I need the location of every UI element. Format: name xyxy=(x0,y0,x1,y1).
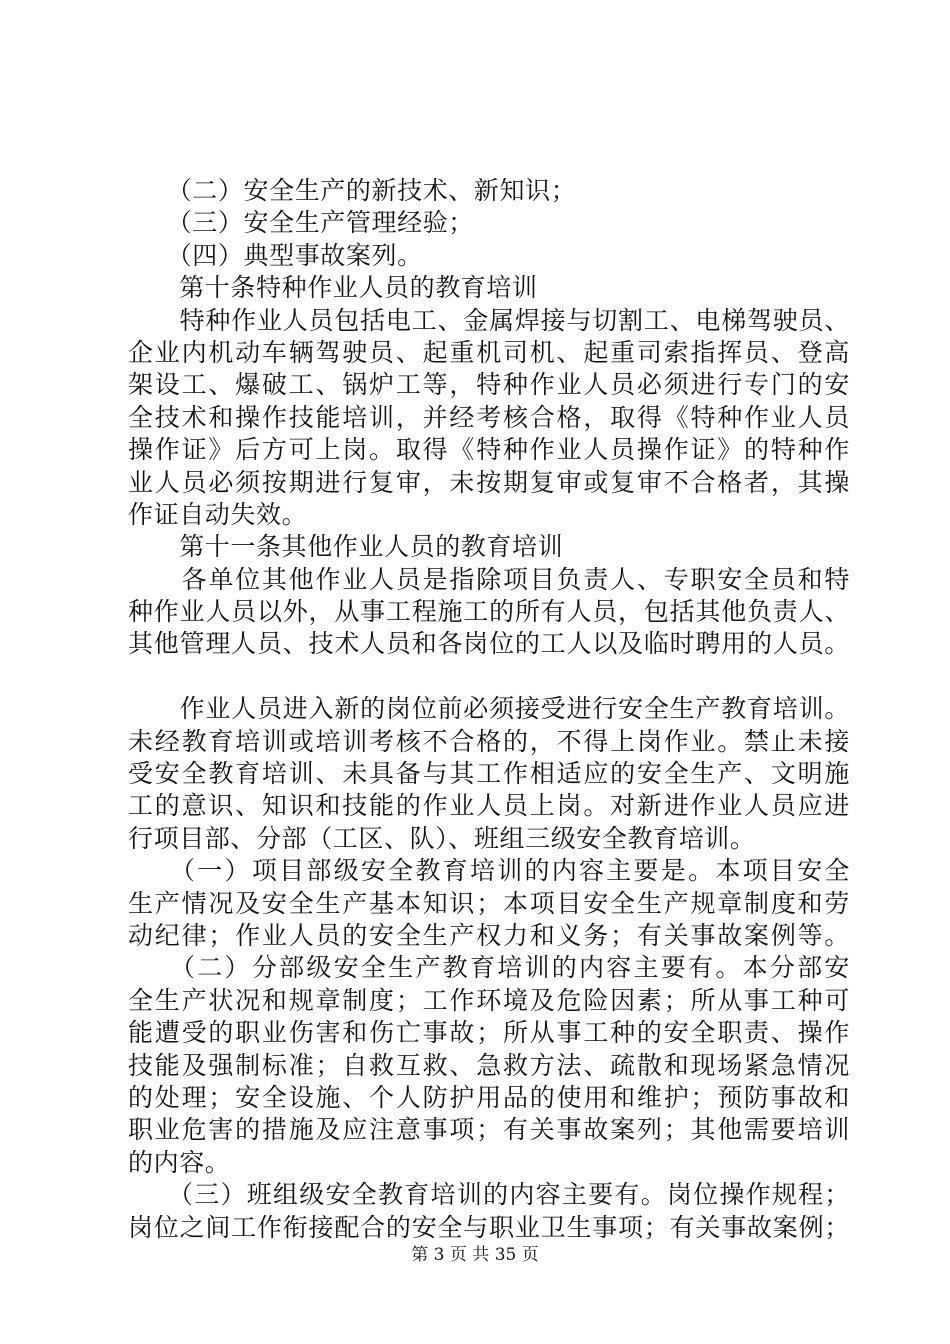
body-line: 全技术和操作技能培训，并经考核合格，取得《特种作业人员 xyxy=(128,402,850,432)
body-line: 未经教育培训或培训考核不合格的，不得上岗作业。禁止未接 xyxy=(128,726,850,756)
body-line: 工的意识、知识和技能的作业人员上岗。对新进作业人员应进 xyxy=(128,791,850,821)
body-line: 各单位其他作业人员是指除项目负责人、专职安全员和特 xyxy=(128,564,850,594)
document-body xyxy=(128,175,850,1244)
blank-line xyxy=(128,661,850,693)
body-line: 全生产状况和规章制度；工作环境及危险因素；所从事工种可 xyxy=(128,985,850,1015)
body-line: 岗位之间工作衔接配合的安全与职业卫生事项；有关事故案例； xyxy=(128,1212,850,1242)
body-line: 业人员必须按期进行复审，未按期复审或复审不合格者，其操 xyxy=(128,467,850,497)
body-line: 操作证》后方可上岗。取得《特种作业人员操作证》的特种作 xyxy=(128,435,850,465)
body-line: 架设工、爆破工、锅炉工等，特种作业人员必须进行专门的安 xyxy=(128,370,850,400)
body-line: （三）班组级安全教育培训的内容主要有。岗位操作规程； xyxy=(128,1180,850,1210)
body-line: 技能及强制标准；自救互救、急救方法、疏散和现场紧急情况 xyxy=(128,1050,850,1080)
body-line: 作证自动失效。 xyxy=(128,499,308,529)
body-line: （一）项目部级安全教育培训的内容主要是。本项目安全 xyxy=(128,856,850,886)
body-line: 的处理；安全设施、个人防护用品的使用和维护；预防事故和 xyxy=(128,1082,850,1112)
body-line: 动纪律；作业人员的安全生产权力和义务；有关事故案例等。 xyxy=(128,920,850,950)
body-line: 的内容。 xyxy=(128,1147,231,1177)
body-line: 能遭受的职业伤害和伤亡事故；所从事工种的安全职责、操作 xyxy=(128,1018,850,1048)
body-line: 职业危害的措施及应注意事项；有关事故案列；其他需要培训 xyxy=(128,1115,850,1145)
body-line: （三）安全生产管理经验； xyxy=(128,208,474,238)
body-line: 其他管理人员、技术人员和各岗位的工人以及临时聘用的人员。 xyxy=(128,629,850,659)
body-line: （二）分部级安全生产教育培训的内容主要有。本分部安 xyxy=(128,953,850,983)
body-line: 种作业人员以外，从事工程施工的所有人员，包括其他负责人、 xyxy=(128,597,850,627)
body-line: 企业内机动车辆驾驶员、起重机司机、起重司索指挥员、登高 xyxy=(128,337,850,367)
body-line: 生产情况及安全生产基本知识；本项目安全生产规章制度和劳 xyxy=(128,888,850,918)
body-line: 特种作业人员包括电工、金属焊接与切割工、电梯驾驶员、 xyxy=(128,305,850,335)
section-heading: 第十一条其他作业人员的教育培训 xyxy=(128,532,564,562)
body-line: 作业人员进入新的岗位前必须接受进行安全生产教育培训。 xyxy=(128,694,850,724)
page-number-footer: 第 3 页 共 35 页 xyxy=(411,1245,539,1265)
body-line: （二）安全生产的新技术、新知识； xyxy=(128,176,577,205)
body-line: （四）典型事故案列。 xyxy=(128,240,423,270)
body-line: 受安全教育培训、未具备与其工作相适应的安全生产、文明施 xyxy=(128,759,850,789)
body-line: 行项目部、分部（工区、队）、班组三级安全教育培训。 xyxy=(128,823,756,853)
section-heading: 第十条特种作业人员的教育培训 xyxy=(128,273,538,303)
